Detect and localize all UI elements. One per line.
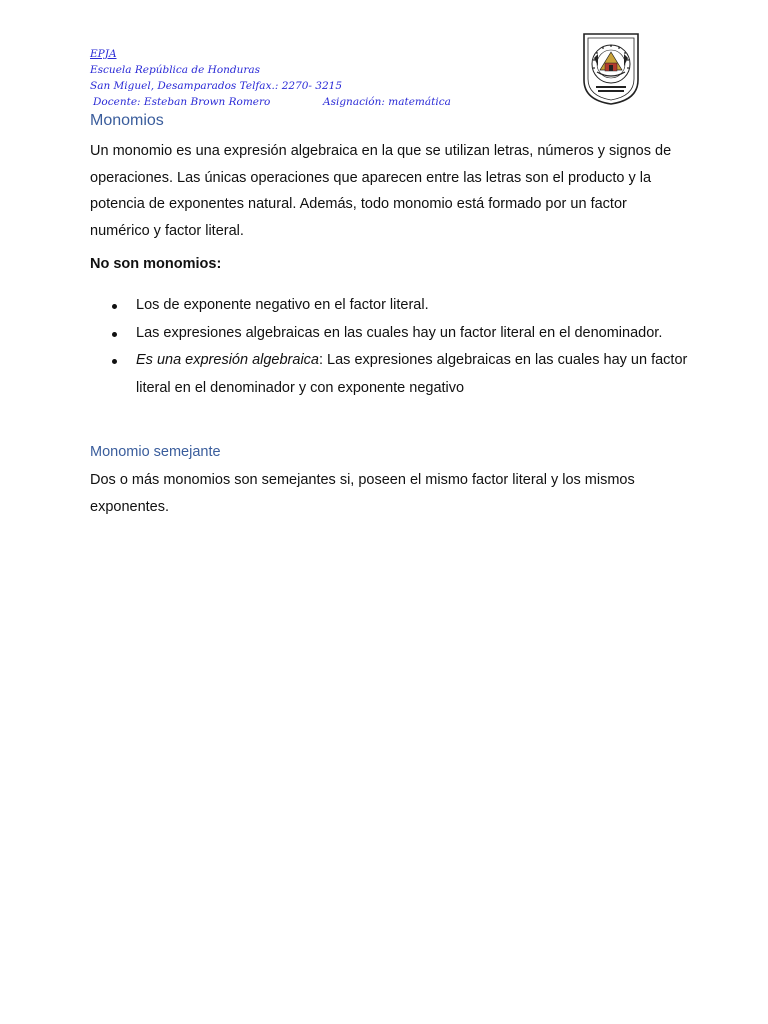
- header-program: EPJA: [90, 48, 117, 60]
- bullet-icon: [112, 359, 117, 364]
- similar-monomial-paragraph: Dos o más monomios son semejantes si, poseen el mismo factor literal y los mismos exponentes.: [90, 472, 635, 515]
- header-subject: Asignación: matemática: [323, 96, 451, 108]
- similar-monomial-heading: Monomio semejante: [90, 444, 221, 460]
- list-item: [90, 320, 690, 348]
- header-teacher-row: [90, 94, 570, 110]
- section-title: Monomios: [90, 112, 164, 129]
- header-school: Escuela República de Honduras: [90, 64, 261, 76]
- not-monomials-heading: No son monomios:: [90, 256, 222, 272]
- bullet-icon: [112, 332, 117, 337]
- intro-paragraph: Un monomio es una expresión algebraica en la que se utilizan letras, números y signos de operaciones. Las únicas operaciones que aparecen entre las letras son el producto y la potencia de exponentes natural. Además, todo monomio está formado por un factor numérico y factor literal.: [90, 143, 672, 239]
- header-teacher: Docente: Esteban Brown Romero: [93, 96, 271, 108]
- document-header: [90, 46, 570, 110]
- list-item-text: : Las expresiones algebraicas en las cuales hay un factor literal en el denominador y con exponente negativo: [136, 352, 688, 396]
- list-item-emphasis: Es una expresión algebraica: [136, 352, 319, 368]
- list-item-text: Las expresiones algebraicas en las cuales hay un factor literal en el denominador.: [136, 324, 663, 341]
- list-item: [90, 347, 690, 402]
- not-monomials-list: [90, 292, 690, 402]
- bullet-icon: [112, 304, 117, 309]
- header-address: San Miguel, Desamparados Telfax.: 2270- 3215: [90, 80, 343, 92]
- list-item: [90, 292, 690, 320]
- school-seal-logo: [578, 30, 644, 106]
- list-item-text: Los de exponente negativo en el factor literal.: [136, 297, 429, 313]
